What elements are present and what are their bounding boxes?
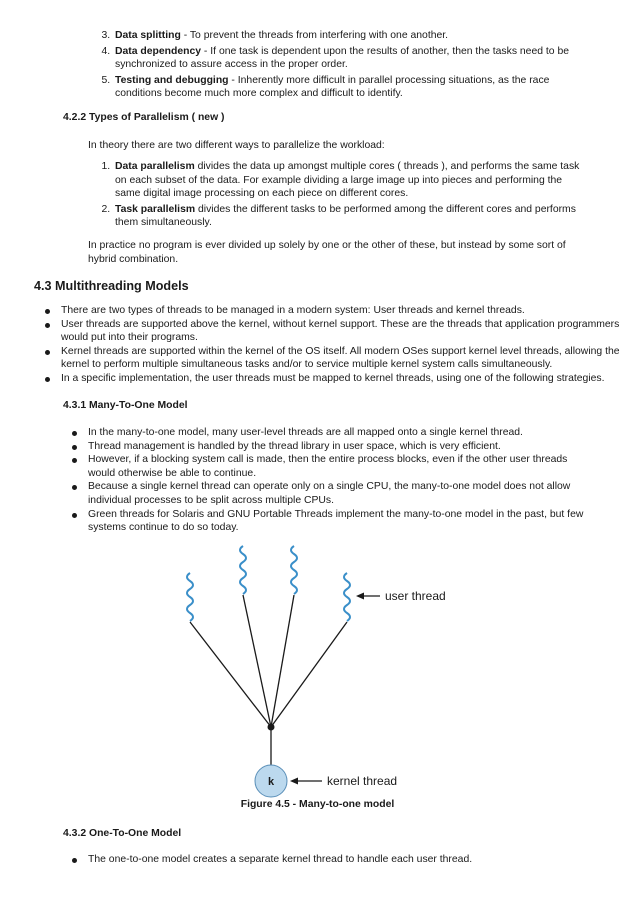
list-item — [113, 160, 583, 201]
list-item: There are two types of threads to be managed in a modern system: User threads and kernel threads. — [61, 304, 621, 318]
term: Data dependency — [115, 45, 202, 57]
list-item: The one-to-one model creates a separate kernel thread to handle each user thread. — [88, 853, 588, 867]
section-heading-4-3-2: 4.3.2 One-To-One Model — [63, 828, 182, 839]
numbered-list-parallelism — [97, 160, 583, 232]
item-text: divides the data up amongst multiple cores ( threads ), and performs the same task on each subset of the data. For example dividing a large image up into pieces and performing the same digital image processing on each piece on different cores. — [115, 161, 580, 200]
list-item: In a specific implementation, the user threads must be mapped to kernel threads, using one of the following strategies. — [61, 372, 621, 386]
item-text: divides the different tasks to be performed among the different cores and performs them simultaneously. — [115, 203, 576, 229]
many-to-one-diagram — [160, 540, 460, 802]
user-thread-icon — [240, 546, 246, 594]
figure-caption: Figure 4.5 - Many-to-one model — [240, 799, 395, 810]
list-item — [113, 74, 593, 101]
user-thread-icon — [344, 573, 350, 621]
term: Testing and debugging — [115, 74, 229, 86]
kernel-thread-label: kernel thread — [327, 774, 398, 788]
list-item — [113, 203, 583, 230]
item-text: - If one task is dependent upon the results of another, then the tasks need to be synchronized to assure access in the proper order. — [115, 45, 570, 71]
section-heading-4-2-2: 4.2.2 Types of Parallelism ( new ) — [63, 112, 225, 123]
user-thread-label: user thread — [385, 589, 446, 603]
bullet-list-models — [41, 304, 621, 386]
list-item: In the many-to-one model, many user-level threads are all mapped onto a single kernel thread. — [88, 426, 588, 440]
kernel-letter: k — [267, 776, 275, 788]
section-heading-4-3-1: 4.3.1 Many-To-One Model — [63, 400, 188, 411]
paragraph-outro: In practice no program is ever divided up solely by one or the other of these, but instead by some sort of hybrid combination. — [88, 240, 566, 265]
list-item: Green threads for Solaris and GNU Portable Threads implement the many-to-one model in the past, but few systems continue to do so today. — [88, 508, 588, 535]
paragraph-intro: In theory there are two different ways to parallelize the workload: — [88, 140, 385, 151]
user-thread-icon — [187, 573, 193, 621]
term: Data parallelism — [115, 161, 195, 172]
term: Data splitting — [115, 30, 181, 41]
item-text: - To prevent the threads from interfering with one another. — [180, 30, 449, 41]
numbered-list-challenges — [97, 29, 593, 103]
list-item — [113, 29, 593, 43]
list-item: User threads are supported above the kernel, without kernel support. These are the threads that application programmers would put into their programs. — [61, 318, 620, 344]
bullet-list-many-to-one — [68, 426, 588, 535]
list-item — [113, 45, 593, 72]
term: Task parallelism — [115, 203, 196, 215]
list-item: Thread management is handled by the thread library in user space, which is very efficient. — [88, 440, 588, 454]
list-item: Because a single kernel thread can operate only on a single CPU, the many-to-one model does not allow individual processes to be split across multiple CPUs. — [88, 480, 588, 507]
user-thread-icon — [291, 546, 297, 594]
list-item: Kernel threads are supported within the kernel of the OS itself. All modern OSes support kernel level threads, allowing the kernel to perform multiple simultaneous tasks and/or to service multiple kernel system calls simultaneously. — [61, 345, 620, 371]
list-item: However, if a blocking system call is made, then the entire process blocks, even if the other user threads would otherwise be able to continue. — [88, 453, 588, 480]
bullet-list-one-to-one — [68, 853, 588, 867]
item-text: - Inherently more difficult in parallel processing situations, as the race conditions become much more complex and difficult to identify. — [115, 74, 550, 100]
section-heading-4-3: 4.3 Multithreading Models — [34, 279, 189, 293]
